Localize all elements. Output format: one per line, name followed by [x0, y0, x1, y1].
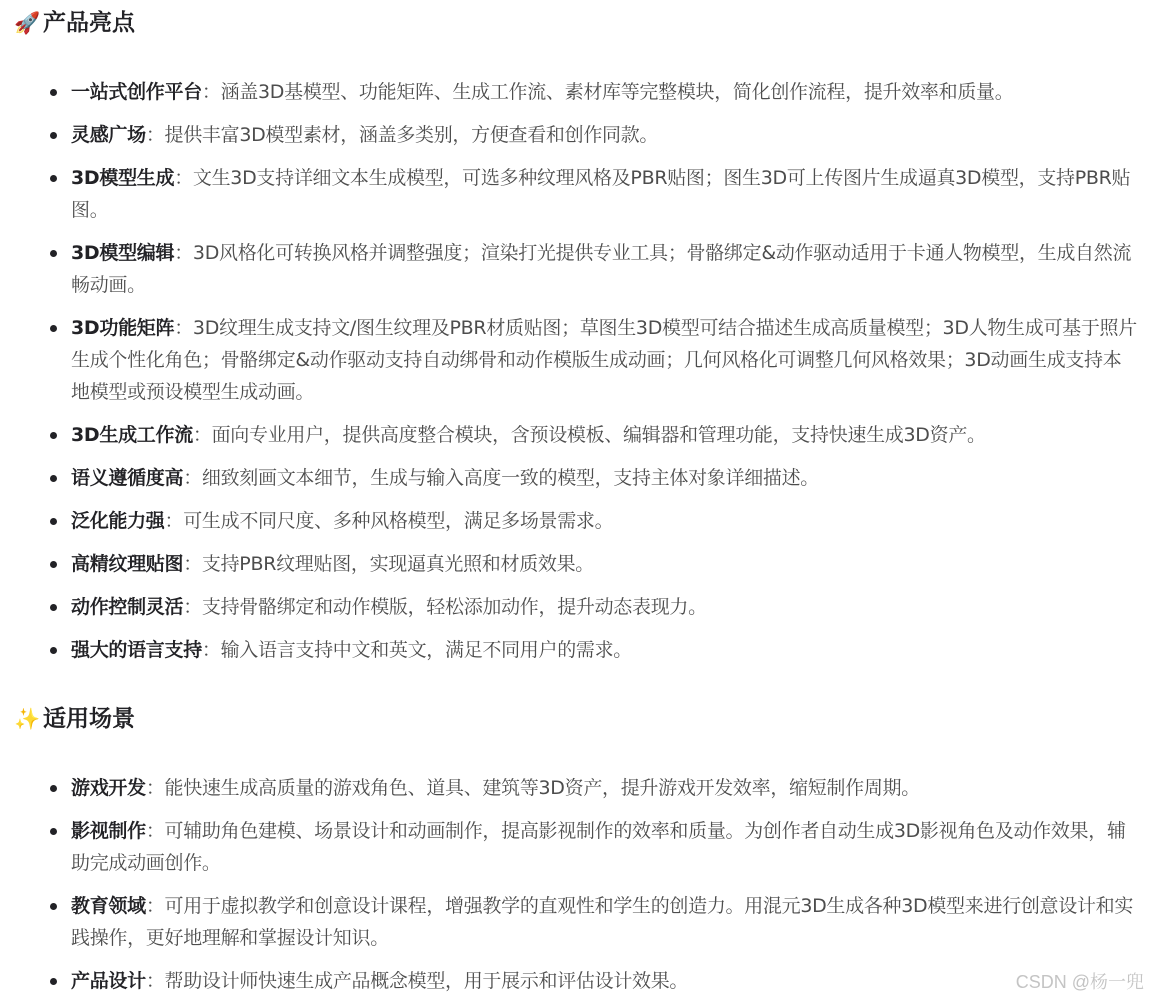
rocket-icon: 🚀 [14, 11, 41, 35]
item-term: 3D模型生成 [71, 167, 175, 189]
highlights-heading [14, 8, 135, 38]
item-description: 3D纹理生成支持文/图生纹理及PBR材质贴图；草图生3D模型可结合描述生成高质量模型；3D人物生成可基于照片生成个性化角色；骨骼绑定&动作驱动支持自动绑骨和动作模版生成动画；几何风格化可调整几何风格效果；3D动画生成支持本地模型或预设模型生成动画。 [71, 317, 1137, 403]
list-item [0, 419, 1140, 451]
item-separator: ： [192, 424, 212, 446]
item-description: 面向专业用户，提供高度整合模块，含预设模板、编辑器和管理功能，支持快速生成3D资产。 [211, 424, 986, 446]
item-description: 支持PBR纹理贴图，实现逼真光照和材质效果。 [201, 553, 595, 575]
item-term: 3D生成工作流 [71, 424, 193, 446]
item-separator: ： [174, 242, 193, 264]
list-item [0, 76, 1140, 108]
item-description: 涵盖3D基模型、功能矩阵、生成工作流、素材库等完整模块，简化创作流程，提升效率和质量。 [220, 81, 1014, 103]
item-separator: ： [183, 467, 202, 489]
item-description: 3D风格化可转换风格并调整强度；渲染打光提供专业工具；骨骼绑定&动作驱动适用于卡通人物模型，生成自然流畅动画。 [71, 242, 1132, 296]
item-description: 可用于虚拟教学和创意设计课程，增强教学的直观性和学生的创造力。用混元3D生成各种3D模型来进行创意设计和实践操作，更好地理解和掌握设计知识。 [71, 895, 1134, 949]
item-term: 3D模型编辑 [71, 242, 175, 264]
item-term: 语义遵循度高 [71, 467, 184, 489]
item-separator: ： [145, 124, 165, 146]
list-item [0, 548, 1140, 580]
item-separator: ： [164, 510, 184, 532]
item-description: 可辅助角色建模、场景设计和动画制作，提高影视制作的效率和质量。为创作者自动生成3D影视角色及动作效果，辅助完成动画创作。 [71, 820, 1126, 874]
item-description: 帮助设计师快速生成产品概念模型，用于展示和评估设计效果。 [164, 970, 689, 992]
item-separator: ： [145, 820, 165, 842]
list-item [0, 591, 1140, 623]
item-description: 可生成不同尺度、多种风格模型，满足多场景需求。 [183, 510, 614, 532]
list-item [0, 119, 1140, 151]
item-term: 一站式创作平台 [71, 81, 202, 103]
item-description: 支持骨骼绑定和动作模版，轻松添加动作，提升动态表现力。 [201, 596, 707, 618]
scenarios-title: 适用场景 [43, 706, 135, 732]
item-term: 强大的语言支持 [71, 639, 202, 661]
list-item [0, 890, 1140, 954]
list-item [0, 772, 1140, 804]
list-item [0, 237, 1140, 301]
item-separator: ： [174, 317, 193, 339]
item-separator: ： [201, 639, 221, 661]
list-item [0, 505, 1140, 537]
item-separator: ： [145, 777, 165, 799]
watermark: CSDN @杨一兜 [1015, 972, 1144, 992]
item-term: 产品设计 [71, 970, 146, 992]
list-item [0, 965, 1140, 997]
item-term: 游戏开发 [71, 777, 146, 799]
item-separator: ： [201, 81, 221, 103]
list-item [0, 815, 1140, 879]
list-item [0, 312, 1140, 408]
list-item [0, 634, 1140, 666]
item-description: 输入语言支持中文和英文，满足不同用户的需求。 [220, 639, 633, 661]
item-separator: ： [183, 596, 202, 618]
scenarios-heading [14, 704, 135, 734]
item-term: 高精纹理贴图 [71, 553, 184, 575]
item-term: 泛化能力强 [71, 510, 165, 532]
item-term: 灵感广场 [71, 124, 146, 146]
list-item [0, 162, 1140, 226]
item-term: 动作控制灵活 [71, 596, 184, 618]
item-term: 3D功能矩阵 [71, 317, 175, 339]
item-separator: ： [145, 895, 165, 917]
item-term: 影视制作 [71, 820, 146, 842]
item-description: 能快速生成高质量的游戏角色、道具、建筑等3D资产，提升游戏开发效率，缩短制作周期。 [164, 777, 920, 799]
item-description: 细致刻画文本细节，生成与输入高度一致的模型，支持主体对象详细描述。 [201, 467, 820, 489]
item-separator: ： [183, 553, 202, 575]
item-term: 教育领域 [71, 895, 146, 917]
item-separator: ： [145, 970, 165, 992]
item-description: 文生3D支持详细文本生成模型，可选多种纹理风格及PBR贴图；图生3D可上传图片生成逼真3D模型，支持PBR贴图。 [71, 167, 1131, 221]
list-item [0, 462, 1140, 494]
item-separator: ： [174, 167, 193, 189]
item-description: 提供丰富3D模型素材，涵盖多类别，方便查看和创作同款。 [164, 124, 659, 146]
scenarios-list [0, 772, 1140, 1008]
sparkles-icon: ✨ [14, 707, 41, 731]
highlights-list [0, 76, 1140, 677]
highlights-title: 产品亮点 [43, 10, 135, 36]
